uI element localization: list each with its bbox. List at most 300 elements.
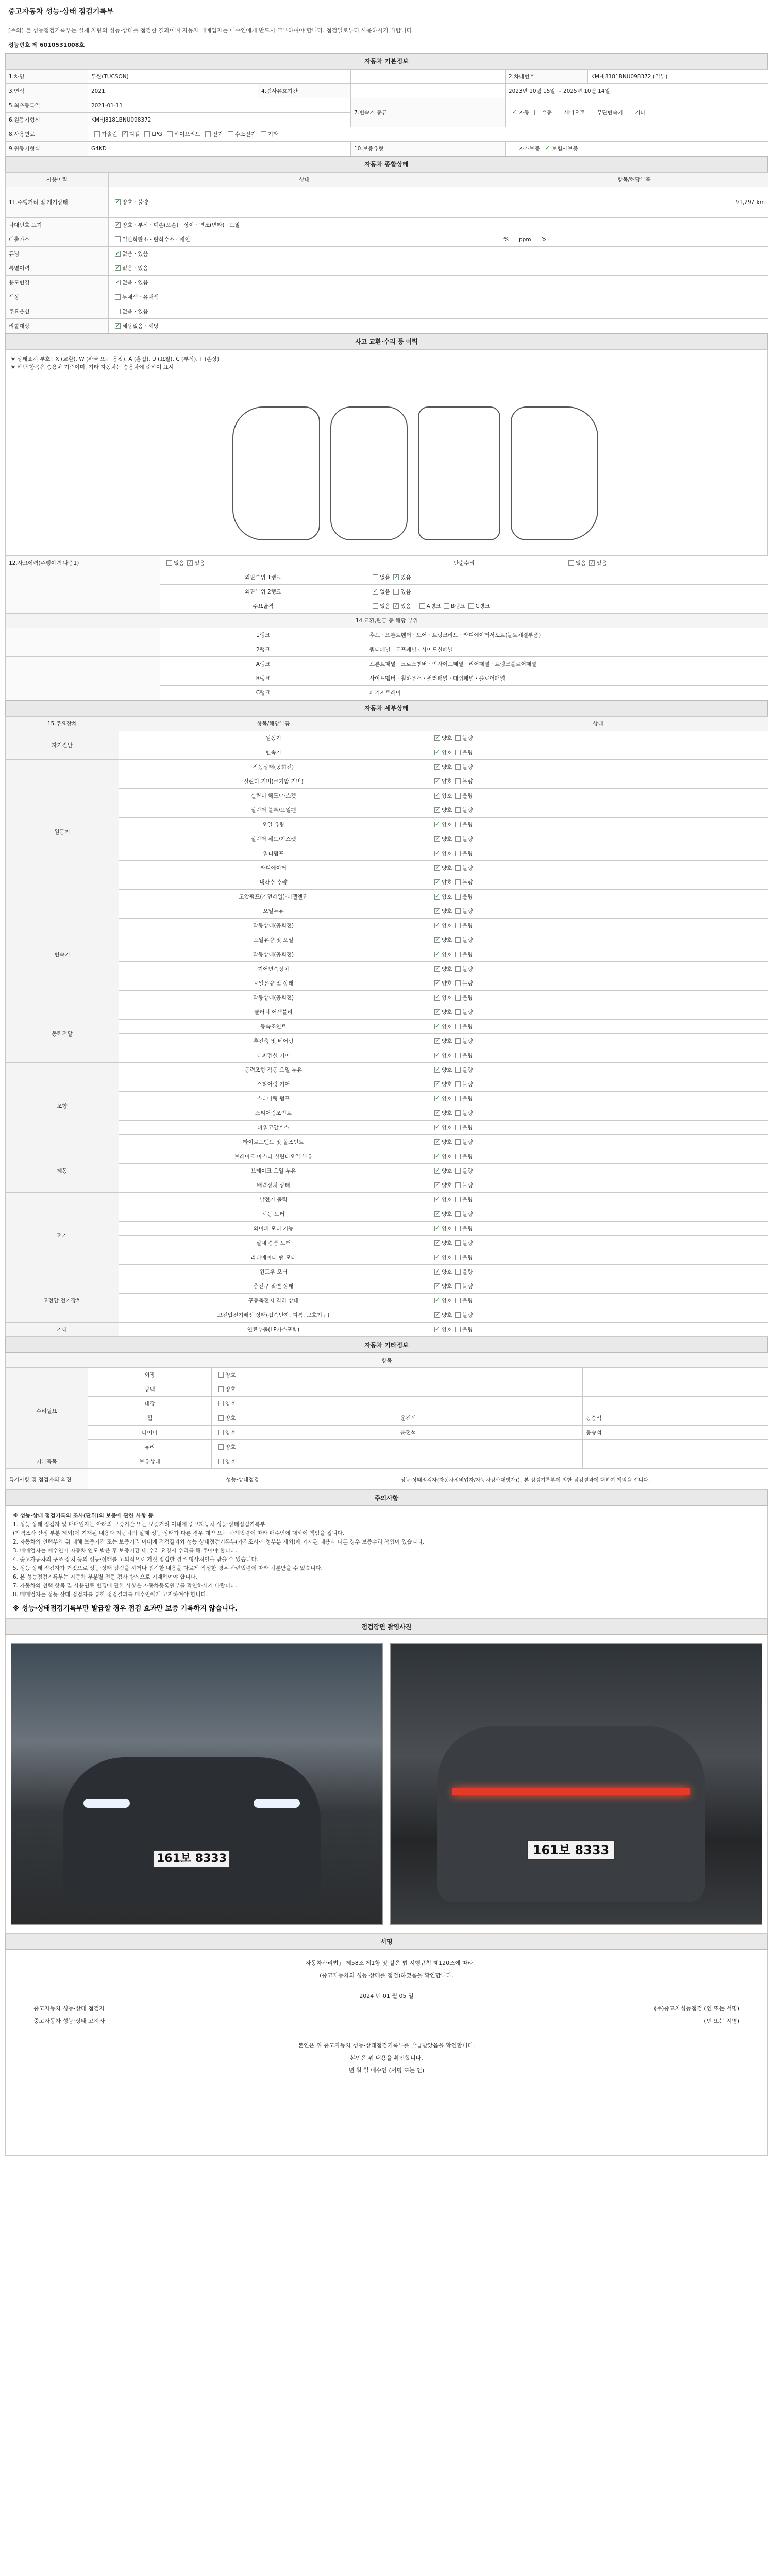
basic-value: KMHJ8181BNU098372 (일부) xyxy=(588,70,768,84)
detail-group-label: 제동 xyxy=(6,1149,119,1193)
checkbox[interactable] xyxy=(455,764,461,770)
checkbox[interactable] xyxy=(628,110,633,115)
detail-item: 라디에이터 xyxy=(119,861,428,875)
checkbox[interactable] xyxy=(455,1168,461,1174)
checkbox[interactable] xyxy=(455,1009,461,1015)
checkbox[interactable] xyxy=(434,1255,440,1260)
checkbox[interactable] xyxy=(455,1125,461,1130)
emission-units: % ppm % xyxy=(500,232,768,247)
checkbox[interactable] xyxy=(373,589,378,595)
checkbox[interactable] xyxy=(166,560,172,566)
checkbox[interactable] xyxy=(557,110,562,115)
section-accident: 사고 교환·수리 등 이력 xyxy=(5,333,768,349)
detail-status xyxy=(428,890,768,904)
checkbox[interactable] xyxy=(455,952,461,957)
basic-label: 7.변속기 종류 xyxy=(351,98,506,127)
checkbox-label: 양호 xyxy=(442,1168,452,1174)
checkbox-label: 양호 xyxy=(442,836,452,842)
other-status: 양호 xyxy=(212,1426,397,1440)
checkbox-label: 불량 xyxy=(462,1009,473,1015)
other-status: 양호 xyxy=(212,1411,397,1426)
checkbox-label: 양호 xyxy=(442,1327,452,1333)
checkbox[interactable] xyxy=(434,1312,440,1318)
accident-options: 없음✓ 있음 xyxy=(160,556,366,570)
checkbox[interactable] xyxy=(434,865,440,871)
basic-label: 4.검사유효기간 xyxy=(258,84,351,98)
detail-status xyxy=(428,818,768,832)
checkbox[interactable] xyxy=(434,1298,440,1303)
checkbox[interactable] xyxy=(534,110,540,115)
checkbox[interactable] xyxy=(393,603,399,609)
repair-options: 없음✓ 있음 xyxy=(562,556,768,570)
detail-status xyxy=(428,875,768,890)
checkbox[interactable] xyxy=(455,879,461,885)
detail-status xyxy=(428,976,768,991)
checkbox[interactable] xyxy=(434,1125,440,1130)
checkbox[interactable] xyxy=(434,980,440,986)
other-status xyxy=(583,1440,768,1454)
other-status xyxy=(397,1454,583,1469)
note-line: 7. 자동차의 선택 항목 및 사용연료 변경에 관한 사항은 자동차등록원부를 확인하시기 바랍니다. xyxy=(13,1583,238,1589)
detail-item: 작동상태(공회전) xyxy=(119,760,428,774)
other-status xyxy=(583,1368,768,1382)
checkbox-label: 불량 xyxy=(462,822,473,828)
checkbox[interactable] xyxy=(261,131,266,137)
checkbox[interactable] xyxy=(434,807,440,813)
checkbox[interactable] xyxy=(589,560,595,566)
checkbox[interactable] xyxy=(455,822,461,827)
checkbox[interactable] xyxy=(455,1211,461,1217)
checkbox[interactable] xyxy=(434,908,440,914)
checkbox[interactable] xyxy=(434,1269,440,1275)
other-item: 외장 xyxy=(88,1368,212,1382)
checkbox[interactable] xyxy=(115,323,121,329)
checkbox[interactable] xyxy=(455,735,461,741)
row-options: 없음 · 있음 xyxy=(109,304,500,319)
other-status: 양호 xyxy=(212,1440,397,1454)
other-status xyxy=(583,1382,768,1397)
section-basic: 자동차 기본정보 xyxy=(5,53,768,69)
detail-status xyxy=(428,1207,768,1222)
checkbox[interactable] xyxy=(455,1269,461,1275)
detail-status xyxy=(428,861,768,875)
checkbox[interactable] xyxy=(455,865,461,871)
checkbox[interactable] xyxy=(434,1110,440,1116)
detail-item: 고전압전기배선 상태(접속단자, 피복, 보호기구) xyxy=(119,1308,428,1323)
checkbox[interactable] xyxy=(115,199,121,205)
row-label: 차대번호 표기 xyxy=(6,218,109,232)
checkbox[interactable] xyxy=(455,851,461,856)
checkbox-label: 불량 xyxy=(462,1327,473,1333)
checkbox[interactable] xyxy=(434,1081,440,1087)
checkbox[interactable] xyxy=(434,1226,440,1231)
checkbox-label: 불량 xyxy=(462,836,473,842)
checkbox[interactable] xyxy=(455,937,461,943)
checkbox-label: 불량 xyxy=(462,1312,473,1318)
checkbox-label: 양호 xyxy=(442,1009,452,1015)
other-status: 운전석 xyxy=(397,1411,583,1426)
row-label: 용도변경 xyxy=(6,276,109,290)
checkbox[interactable] xyxy=(512,146,517,151)
checkbox[interactable] xyxy=(455,1283,461,1289)
checkbox[interactable] xyxy=(545,146,550,151)
detail-item: 윈도우 모터 xyxy=(119,1265,428,1279)
checkbox[interactable] xyxy=(455,1312,461,1318)
detail-status xyxy=(428,1308,768,1323)
checkbox-label: 불량 xyxy=(462,1298,473,1304)
checkbox[interactable] xyxy=(218,1430,224,1435)
detail-status xyxy=(428,1063,768,1077)
detail-status xyxy=(428,1005,768,1020)
checkbox-label: 불량 xyxy=(462,851,473,857)
checkbox-label: 양호 xyxy=(442,1096,452,1102)
checkbox-label: 불량 xyxy=(462,937,473,943)
detail-item: 오일유량 및 상태 xyxy=(119,976,428,991)
inspector-sign[interactable]: (주)중고차성능점검 (인 또는 서명) xyxy=(654,2005,740,2012)
checkbox[interactable] xyxy=(455,1327,461,1332)
checkbox-label: 불량 xyxy=(462,908,473,914)
remarks-note: 성능·상태점검자(자동차정비업자/자동차검사대행자)는 본 점검기록부에 의한 점검결과에 대하여 책임을 집니다. xyxy=(397,1469,768,1490)
checkbox-label: 양호 xyxy=(442,937,452,943)
checkbox[interactable] xyxy=(434,923,440,928)
checkbox[interactable] xyxy=(455,793,461,799)
checkbox[interactable] xyxy=(455,1154,461,1159)
detail-status xyxy=(428,789,768,803)
accident-rank-label xyxy=(6,570,160,614)
detail-item: 동력조향 작동 오일 누유 xyxy=(119,1063,428,1077)
checkbox[interactable] xyxy=(419,603,425,609)
basic-label: 8.사용연료 xyxy=(6,127,88,142)
detail-item: 타이로드엔드 및 볼조인트 xyxy=(119,1135,428,1149)
checkbox-label: 불량 xyxy=(462,923,473,929)
fuel-options: 가솔린 ✓ 디젤 LPG 하이브리드 전기 수소전기 기타 xyxy=(88,127,768,142)
inspector-label: 중고자동차 성능·상태 점검자 xyxy=(33,2005,105,2012)
other-status: 양호 xyxy=(212,1382,397,1397)
checkbox-label: 불량 xyxy=(462,1096,473,1102)
checkbox[interactable] xyxy=(434,952,440,957)
part-list: 후드 · 프론트휀더 · 도어 · 트렁크리드 · 라디에이터서포트(볼트체결부품) xyxy=(366,628,768,642)
checkbox-label: 양호 xyxy=(442,995,452,1001)
checkbox[interactable] xyxy=(455,1096,461,1101)
checkbox-label: 양호 xyxy=(442,1154,452,1160)
other-item: 유리 xyxy=(88,1440,212,1454)
remarks-value: 성능·상태점검 xyxy=(88,1469,397,1490)
checkbox[interactable] xyxy=(434,1327,440,1332)
car-frame-diagram xyxy=(418,406,500,540)
checkbox-label: 불량 xyxy=(462,980,473,987)
detail-item: 추진축 및 베어링 xyxy=(119,1034,428,1048)
checkbox[interactable] xyxy=(455,995,461,1001)
note-line: 4. 중고자동차의 구조·장치 등의 성능·상태를 고의적으로 거짓 점검한 경우 형사처벌을 받을 수 있습니다. xyxy=(13,1556,258,1563)
checkbox[interactable] xyxy=(218,1459,224,1464)
basic-label: 5.최초등록일 xyxy=(6,98,88,113)
checkbox[interactable] xyxy=(455,1226,461,1231)
checkbox-label: 불량 xyxy=(462,1197,473,1203)
checkbox[interactable] xyxy=(455,1110,461,1116)
rank-options: ✓ 없음 있음 xyxy=(366,585,768,599)
checkbox[interactable] xyxy=(455,1139,461,1145)
checkbox-label: 양호 xyxy=(442,908,452,914)
row-options: ✓ 양호 · 부식 · 훼손(오손) · 상이 · 변조(변타) · 도말 xyxy=(109,218,500,232)
checkbox[interactable] xyxy=(455,980,461,986)
other-item: 보유상태 xyxy=(88,1454,212,1469)
rear-photo[interactable] xyxy=(390,1643,762,1925)
detail-item: 라디에이터 팬 모터 xyxy=(119,1250,428,1265)
checkbox[interactable] xyxy=(455,1024,461,1029)
checkbox-label: 양호 xyxy=(442,1067,452,1073)
checkbox[interactable] xyxy=(434,879,440,885)
checkbox[interactable] xyxy=(434,750,440,755)
checkbox[interactable] xyxy=(218,1386,224,1392)
detail-status xyxy=(428,1121,768,1135)
notifier-sign[interactable]: (인 또는 서명) xyxy=(704,2018,740,2024)
detail-status xyxy=(428,1279,768,1294)
checkbox[interactable] xyxy=(373,574,378,580)
checkbox-label: 양호 xyxy=(442,1298,452,1304)
checkbox[interactable] xyxy=(434,1154,440,1159)
checkbox[interactable] xyxy=(393,574,399,580)
checkbox[interactable] xyxy=(434,1197,440,1202)
detail-item: 작동상태(공회전) xyxy=(119,919,428,933)
checkbox-label: 양호 xyxy=(442,1226,452,1232)
checkbox-label: 양호 xyxy=(442,865,452,871)
checkbox[interactable] xyxy=(444,603,449,609)
basic-value: G4KD xyxy=(88,142,258,156)
detail-label: 14.교환,판금 등 해당 부위 xyxy=(6,614,768,628)
checkbox[interactable] xyxy=(434,836,440,842)
checkbox-label: 불량 xyxy=(462,1255,473,1261)
checkbox[interactable] xyxy=(455,1067,461,1073)
checkbox-label: 양호 xyxy=(442,1283,452,1290)
checkbox[interactable] xyxy=(115,222,121,228)
checkbox[interactable] xyxy=(434,1139,440,1145)
checkbox[interactable] xyxy=(455,807,461,813)
detail-item: 워터펌프 xyxy=(119,846,428,861)
checkbox-label: 양호 xyxy=(442,952,452,958)
general-table xyxy=(5,172,768,333)
part-rank: A랭크 xyxy=(160,657,366,671)
checkbox[interactable] xyxy=(205,131,211,137)
checkbox[interactable] xyxy=(434,1283,440,1289)
checkbox[interactable] xyxy=(455,1182,461,1188)
checkbox-label: 불량 xyxy=(462,966,473,972)
license-plate-front: 161보 8333 xyxy=(153,1850,230,1868)
checkbox[interactable] xyxy=(115,251,121,257)
car-side-left-diagram xyxy=(232,406,320,540)
detail-status xyxy=(428,1222,768,1236)
front-photo[interactable] xyxy=(11,1643,383,1925)
checkbox[interactable] xyxy=(218,1372,224,1378)
detail-status xyxy=(428,1265,768,1279)
checkbox[interactable] xyxy=(455,966,461,972)
transmission-options: ✓ 자동 수동 세미오토 무단변속기 기타 xyxy=(506,98,768,127)
detail-status xyxy=(428,1323,768,1337)
checkbox[interactable] xyxy=(455,908,461,914)
note-line: (가격조사·산정 부분 제외)에 기재된 내용과 자동차의 실제 성능·상태가 다른 경우 계약 또는 관계법령에 따라 매수인에 대하여 책임을 집니다. xyxy=(13,1530,344,1536)
checkbox-label: 불량 xyxy=(462,1168,473,1174)
checkbox[interactable] xyxy=(144,131,150,137)
checkbox[interactable] xyxy=(434,793,440,799)
checkbox[interactable] xyxy=(568,560,574,566)
basic-value: KMHJ8181BNU098372 xyxy=(88,113,258,127)
part-rank: B랭크 xyxy=(160,671,366,686)
checkbox-label: 양호 xyxy=(442,778,452,785)
checkbox[interactable] xyxy=(455,1038,461,1044)
detail-status xyxy=(428,919,768,933)
checkbox[interactable] xyxy=(122,131,128,137)
checkbox[interactable] xyxy=(434,894,440,900)
detail-status xyxy=(428,1294,768,1308)
checkbox[interactable] xyxy=(455,836,461,842)
checkbox-label: 불량 xyxy=(462,1240,473,1246)
sign-line: (중고자동차의 성능·상태를 점검)하였음을 확인합니다. xyxy=(320,1972,453,1979)
checkbox[interactable] xyxy=(218,1415,224,1421)
detail-item: 실린더 블록/오일팬 xyxy=(119,803,428,818)
checkbox-label: 불량 xyxy=(462,1053,473,1059)
checkbox-label: 양호 xyxy=(442,1197,452,1203)
detail-group-label: 전기 xyxy=(6,1193,119,1279)
checkbox[interactable] xyxy=(455,894,461,900)
rank-label: 외판부위 1랭크 xyxy=(160,570,366,585)
checkbox[interactable] xyxy=(512,110,517,115)
checkbox-label: 양호 xyxy=(442,1053,452,1059)
detail-status xyxy=(428,1135,768,1149)
accident-diagram xyxy=(5,349,768,555)
detail-item: 실린더 헤드/가스켓 xyxy=(119,832,428,846)
sign-date: 2024 년 01 월 05 일 xyxy=(359,1993,414,1999)
checkbox[interactable] xyxy=(115,294,121,300)
checkbox[interactable] xyxy=(228,131,233,137)
checkbox[interactable] xyxy=(434,764,440,770)
section-detail: 자동차 세부상태 xyxy=(5,700,768,716)
checkbox-label: 양호 xyxy=(442,966,452,972)
part-rank: 2랭크 xyxy=(160,642,366,657)
detail-status xyxy=(428,760,768,774)
checkbox[interactable] xyxy=(434,851,440,856)
checkbox[interactable] xyxy=(434,966,440,972)
checkbox-label: 양호 xyxy=(442,1211,452,1217)
part-list: 쿼터패널 · 루프패널 · 사이드실패널 xyxy=(366,642,768,657)
checkbox[interactable] xyxy=(455,1298,461,1303)
row-options: ✓ 없음 · 있음 xyxy=(109,247,500,261)
basic-label: 2.차대번호 xyxy=(506,70,588,84)
detail-status xyxy=(428,774,768,789)
checkbox[interactable] xyxy=(434,1009,440,1015)
row-label: 주요옵션 xyxy=(6,304,109,319)
checkbox-label: 양호 xyxy=(442,764,452,770)
checkbox[interactable] xyxy=(373,603,378,609)
checkbox[interactable] xyxy=(434,1024,440,1029)
detail-status xyxy=(428,962,768,976)
checkbox[interactable] xyxy=(434,1067,440,1073)
part-list: 사이드멤버 · 휠하우스 · 필러패널 · 대쉬패널 · 플로어패널 xyxy=(366,671,768,686)
checkbox[interactable] xyxy=(218,1444,224,1450)
checkbox[interactable] xyxy=(393,589,399,595)
checkbox[interactable] xyxy=(434,1211,440,1217)
checkbox[interactable] xyxy=(455,1255,461,1260)
checkbox[interactable] xyxy=(94,131,100,137)
other-status xyxy=(397,1382,583,1397)
checkbox[interactable] xyxy=(468,603,474,609)
checkbox-label: 불량 xyxy=(462,1110,473,1116)
checkbox[interactable] xyxy=(434,995,440,1001)
checkbox[interactable] xyxy=(434,1096,440,1101)
detail-item: 브레이크 오일 누유 xyxy=(119,1164,428,1178)
checkbox[interactable] xyxy=(115,265,121,271)
checkbox-label: 양호 xyxy=(442,822,452,828)
detail-status xyxy=(428,947,768,962)
detail-status xyxy=(428,731,768,745)
checkbox[interactable] xyxy=(455,1053,461,1058)
basic-label: 9.원동기형식 xyxy=(6,142,88,156)
checkbox[interactable] xyxy=(590,110,595,115)
accident-label: 12.사고이력(주행이력 나중1) xyxy=(6,556,160,570)
rank-label: 외판부위 2랭크 xyxy=(160,585,366,599)
checkbox-label: 양호 xyxy=(442,879,452,886)
part-list: 프론트패널 · 크로스멤버 · 인사이드패널 · 리어패널 · 트렁크플로어패널 xyxy=(366,657,768,671)
checkbox[interactable] xyxy=(115,280,121,285)
checkbox[interactable] xyxy=(455,750,461,755)
checkbox[interactable] xyxy=(455,923,461,928)
checkbox[interactable] xyxy=(455,1081,461,1087)
detail-item: 발전기 출력 xyxy=(119,1193,428,1207)
checkbox-label: 불량 xyxy=(462,1067,473,1073)
row-label: 색상 xyxy=(6,290,109,304)
buyer-sign[interactable]: 년 월 일 매수인 (서명 또는 인) xyxy=(348,2067,425,2074)
row-options: ✓ 없음 · 있음 xyxy=(109,261,500,276)
checkbox[interactable] xyxy=(434,1182,440,1188)
checkbox[interactable] xyxy=(187,560,193,566)
checkbox[interactable] xyxy=(434,937,440,943)
checkbox[interactable] xyxy=(167,131,173,137)
detail-table xyxy=(5,716,768,1337)
detail-item: 배력장치 상태 xyxy=(119,1178,428,1193)
checkbox[interactable] xyxy=(434,822,440,827)
checkbox[interactable] xyxy=(434,778,440,784)
checkbox[interactable] xyxy=(455,1197,461,1202)
other-item: 광택 xyxy=(88,1382,212,1397)
detail-item: 스티어링 펌프 xyxy=(119,1092,428,1106)
checkbox[interactable] xyxy=(455,1240,461,1246)
checkbox[interactable] xyxy=(434,1038,440,1044)
car-front-top-diagram xyxy=(330,406,408,540)
detail-status xyxy=(428,1020,768,1034)
repair-label: 단순수리 xyxy=(366,556,562,570)
detail-item: 작동상태(공회전) xyxy=(119,947,428,962)
checkbox-label: 양호 xyxy=(442,735,452,741)
checkbox[interactable] xyxy=(434,1053,440,1058)
checkbox[interactable] xyxy=(218,1401,224,1406)
note-line: 2. 자동차의 선택부와 위 대해 보증기간 또는 보증거리 이내에 점검결과와 성능·상태점검기록부(가격조사·산정부분 제외)에 기재된 내용과 다른 경우 보증수리 책임이 있습니다. xyxy=(13,1539,425,1545)
checkbox[interactable] xyxy=(434,1168,440,1174)
col-header: 항목 xyxy=(6,1353,768,1368)
checkbox[interactable] xyxy=(455,778,461,784)
checkbox[interactable] xyxy=(115,236,121,242)
detail-item: 연료누출(LP가스포함) xyxy=(119,1323,428,1337)
checkbox-label: 양호 xyxy=(442,1081,452,1088)
checkbox[interactable] xyxy=(115,309,121,314)
note-line: 3. 매매업자는 매수인이 자동차 인도 받은 후 보증기간 내 수리 요청시 수리를 해 주어야 합니다. xyxy=(13,1548,238,1554)
odometer-value: 91,297 km xyxy=(500,187,768,218)
checkbox[interactable] xyxy=(434,735,440,741)
checkbox[interactable] xyxy=(434,1240,440,1246)
note-warning: ※ 성능·상태점검기록부만 발급할 경우 점검 효과만 보증 기록하지 않습니다. xyxy=(13,1605,238,1613)
checkbox-label: 양호 xyxy=(442,1240,452,1246)
notes-body xyxy=(5,1506,768,1619)
row-label: 튜닝 xyxy=(6,247,109,261)
doc-title: 중고자동차 성능·상태 점검기록부 xyxy=(5,0,768,22)
frame-group xyxy=(6,657,160,700)
